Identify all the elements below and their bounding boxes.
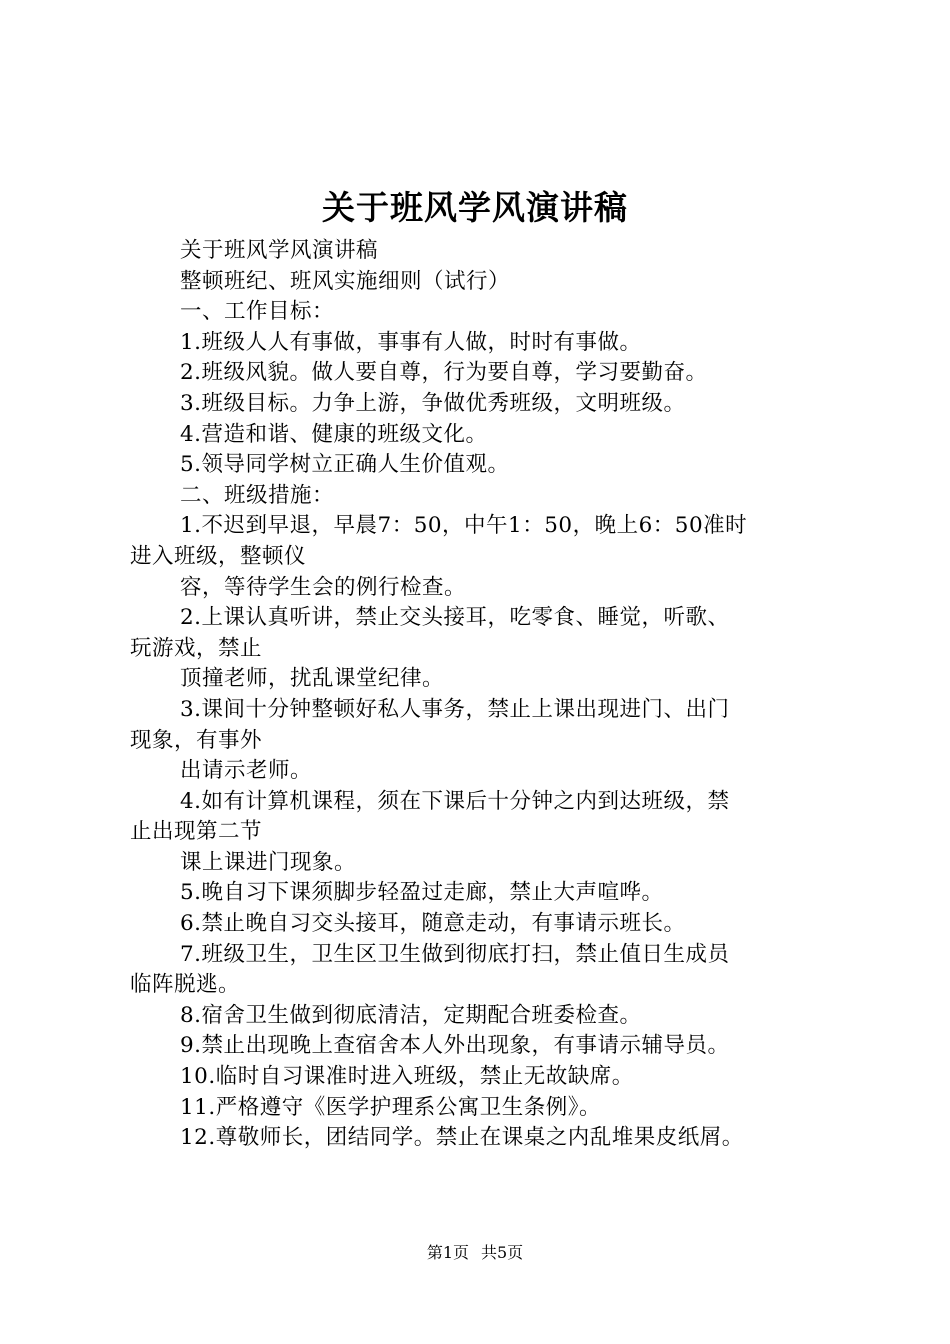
document-title: 关于班风学风演讲稿: [322, 188, 628, 227]
document-body: [130, 236, 830, 1154]
body-line: 容，等待学生会的例行检查。: [180, 574, 467, 600]
body-line: 7.班级卫生，卫生区卫生做到彻底打扫，禁止值日生成员: [180, 941, 730, 967]
body-line: 顶撞老师，扰乱课堂纪律。: [180, 666, 445, 692]
body-line: 出请示老师。: [180, 758, 313, 784]
body-line: 4.营造和谐、健康的班级文化。: [180, 421, 488, 447]
body-line: 12.尊敬师长，团结同学。禁止在课桌之内乱堆果皮纸屑。: [180, 1125, 744, 1151]
body-line: 3.班级目标。力争上游，争做优秀班级，文明班级。: [180, 390, 686, 416]
body-line: 进入班级，整顿仪: [130, 543, 307, 569]
body-line: 1.不迟到早退，早晨7：50，中午1：50，晚上6：50准时: [180, 513, 748, 539]
body-line: 2.上课认真听讲，禁止交头接耳，吃零食、睡觉，听歌、: [180, 605, 730, 631]
body-line: 2.班级风貌。做人要自尊，行为要自尊，学习要勤奋。: [180, 360, 708, 386]
body-line: 4.如有计算机课程，须在下课后十分钟之内到达班级，禁: [180, 788, 730, 814]
body-line: 5.晚自习下课须脚步轻盈过走廊，禁止大声喧哗。: [180, 880, 664, 906]
body-line: 整顿班纪、班风实施细则（试行）: [180, 268, 511, 294]
body-line: 玩游戏，禁止: [130, 635, 263, 661]
page-total: 共5页: [481, 1243, 524, 1262]
body-line: 9.禁止出现晚上查宿舍本人外出现象，有事请示辅导员。: [180, 1033, 730, 1059]
body-line: 关于班风学风演讲稿: [180, 238, 379, 263]
body-line: 现象，有事外: [130, 727, 263, 753]
body-line: 11.严格遵守《医学护理系公寓卫生条例》。: [180, 1094, 601, 1120]
body-line: 8.宿舍卫生做到彻底清洁，定期配合班委检查。: [180, 1002, 642, 1028]
page-number: 第1页: [426, 1243, 469, 1262]
body-line: 临阵脱逃。: [130, 972, 241, 998]
body-line: 3.课间十分钟整顿好私人事务，禁止上课出现进门、出门: [180, 696, 730, 722]
body-line: 二、班级措施：: [180, 482, 335, 508]
body-line: 课上课进门现象。: [180, 849, 357, 875]
body-line: 6.禁止晚自习交头接耳，随意走动，有事请示班长。: [180, 911, 686, 937]
body-line: 10.临时自习课准时进入班级，禁止无故缺席。: [180, 1064, 634, 1090]
body-line: 一、工作目标：: [180, 299, 335, 325]
body-line: 1.班级人人有事做，事事有人做，时时有事做。: [180, 329, 642, 355]
body-line: 止出现第二节: [130, 819, 263, 845]
page-footer: [0, 1242, 950, 1264]
body-line: 5.领导同学树立正确人生价值观。: [180, 452, 510, 478]
